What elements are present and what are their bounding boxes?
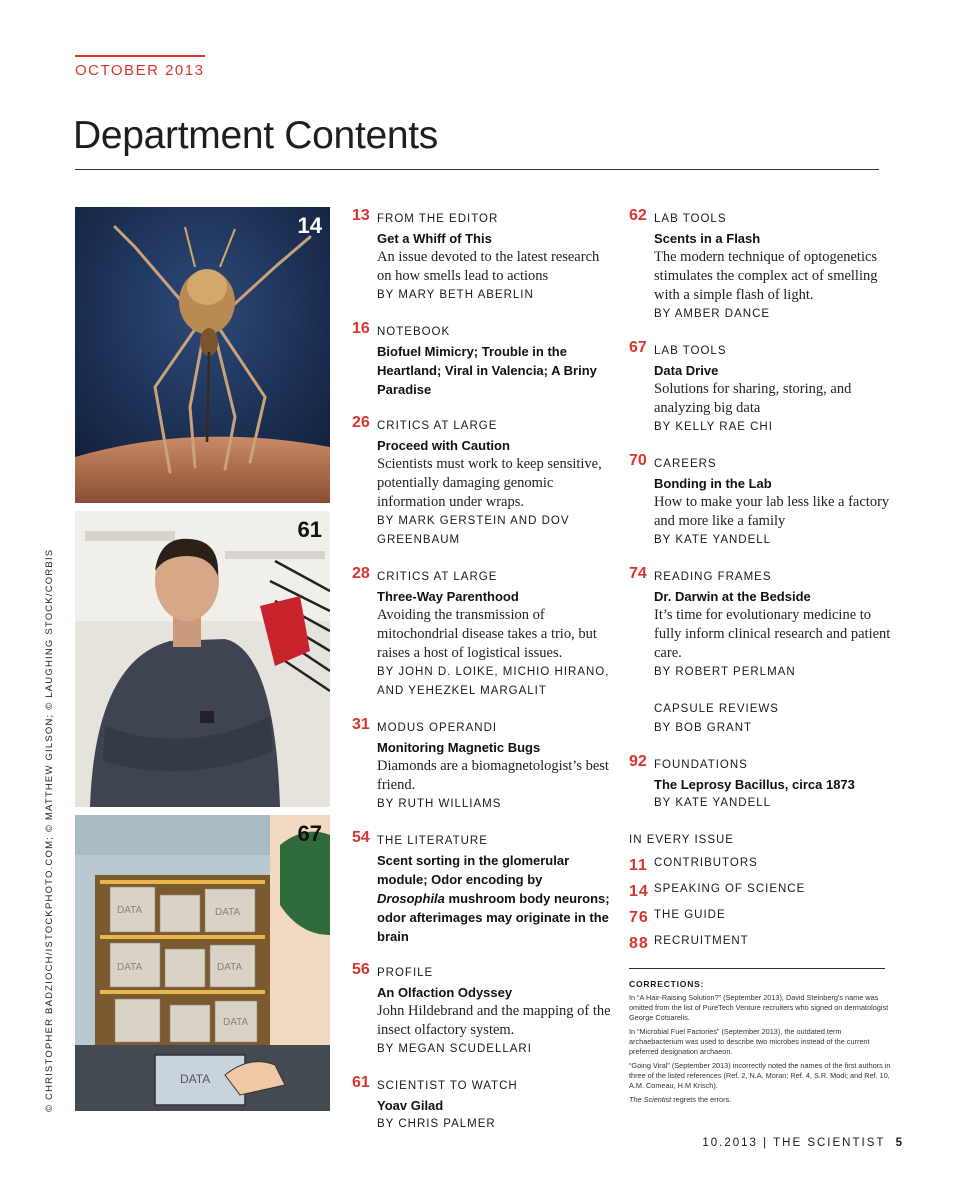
data-box-label: DATA bbox=[223, 1017, 249, 1028]
toc-page-number: 28 bbox=[352, 565, 370, 582]
magazine-name: The Scientist bbox=[629, 1095, 672, 1104]
closing-text: regrets the errors. bbox=[671, 1095, 732, 1104]
toc-headline: The Leprosy Bacillus, circa 1873 bbox=[654, 777, 855, 792]
toc-entry[interactable] bbox=[352, 414, 612, 550]
toc-headline: Three-Way Parenthood bbox=[377, 589, 519, 604]
photo-page-number: 14 bbox=[297, 213, 322, 238]
toc-page-number: 76 bbox=[629, 909, 649, 926]
headline-italic-part: Drosophila bbox=[377, 891, 445, 906]
correction-item: In “A Hair-Raising Solution?” (September 2013), David Steinberg’s name was omitted from the list of PureTech Venture recruiters who signed on dermatologist George Cotsarelis. bbox=[629, 993, 889, 1022]
mosquito-image bbox=[75, 207, 330, 503]
every-issue-item[interactable] bbox=[629, 928, 891, 954]
toc-deck: Scientists must work to keep sensitive, potentially damaging genomic information under wraps. bbox=[377, 456, 602, 510]
headline-part: Scent sorting in the glomerular module; Odor encoding by bbox=[377, 853, 570, 887]
toc-deck: How to make your lab less like a factory and more like a family bbox=[654, 494, 890, 529]
data-box-label: DATA bbox=[117, 905, 143, 916]
toc-headline: Scents in a Flash bbox=[654, 231, 761, 246]
toc-department: SCIENTIST TO WATCH bbox=[377, 1080, 518, 1092]
contents-column-right bbox=[629, 207, 891, 1109]
data-illustration[interactable] bbox=[75, 815, 330, 1111]
data-box-label: DATA bbox=[215, 907, 241, 918]
every-issue-label: CONTRIBUTORS bbox=[654, 857, 758, 869]
toc-entry[interactable] bbox=[352, 207, 612, 305]
toc-page-number: 74 bbox=[629, 565, 647, 582]
toc-headline: Dr. Darwin at the Bedside bbox=[654, 589, 811, 604]
toc-byline: BY MEGAN SCUDELLARI bbox=[377, 1043, 532, 1055]
toc-entry[interactable] bbox=[352, 565, 612, 701]
toc-deck: John Hildebrand and the mapping of the insect olfactory system. bbox=[377, 1003, 611, 1038]
toc-headline: Proceed with Caution bbox=[377, 438, 510, 453]
headline-part: mushroom body neurons; odor afterimages may originate in the brain bbox=[377, 891, 610, 944]
toc-headline: An Olfaction Odyssey bbox=[377, 985, 513, 1000]
data-box-label: DATA bbox=[117, 962, 143, 973]
correction-item: “Going Viral” (September 2013) incorrectly noted the names of the first authors in three of the listed references (Ref. 2, N.A. Moran; Ref. 4, S.R. Modi; and Ref. 10, A.M. Comeau, H.M Krisch). bbox=[629, 1061, 891, 1090]
toc-entry[interactable] bbox=[352, 320, 612, 399]
toc-page-number: 56 bbox=[352, 961, 370, 978]
toc-byline: BY ROBERT PERLMAN bbox=[654, 666, 796, 678]
toc-deck: Diamonds are a biomagnetologist’s best friend. bbox=[377, 758, 609, 793]
toc-byline: BY KATE YANDELL bbox=[654, 797, 772, 809]
toc-page-number: 11 bbox=[629, 857, 648, 874]
toc-headline: Bonding in the Lab bbox=[654, 476, 772, 491]
toc-department: NOTEBOOK bbox=[377, 326, 451, 338]
toc-page-number: 61 bbox=[352, 1074, 370, 1091]
toc-entry[interactable] bbox=[352, 716, 612, 814]
toc-entry[interactable] bbox=[629, 452, 891, 550]
toc-page-number: 54 bbox=[352, 829, 370, 846]
issue-date: OCTOBER 2013 bbox=[75, 62, 205, 79]
toc-byline: BY RUTH WILLIAMS bbox=[377, 798, 502, 810]
data-box-label: DATA bbox=[217, 962, 243, 973]
footer-separator: | bbox=[763, 1137, 769, 1149]
toc-headline: Biofuel Mimicry; Trouble in the Heartland; Viral in Valencia; A Briny Paradise bbox=[377, 344, 597, 397]
toc-entry[interactable] bbox=[629, 339, 891, 437]
toc-headline: Yoav Gilad bbox=[377, 1098, 444, 1113]
toc-byline: BY AMBER DANCE bbox=[654, 308, 771, 320]
header-accent-rule bbox=[75, 55, 205, 57]
toc-headline bbox=[377, 851, 612, 946]
toc-byline: BY KATE YANDELL bbox=[654, 534, 772, 546]
every-issue-label: THE GUIDE bbox=[654, 909, 726, 921]
every-issue-item[interactable] bbox=[629, 850, 891, 876]
toc-department: CRITICS AT LARGE bbox=[377, 571, 498, 583]
toc-page-number: 31 bbox=[352, 716, 370, 733]
toc-byline: BY CHRIS PALMER bbox=[377, 1118, 496, 1130]
footer-issue: 10.2013 bbox=[702, 1137, 758, 1149]
every-issue-label: SPEAKING OF SCIENCE bbox=[654, 883, 806, 895]
photo-page-number: 67 bbox=[297, 821, 322, 846]
toc-headline: Get a Whiff of This bbox=[377, 231, 492, 246]
every-issue-heading: IN EVERY ISSUE bbox=[629, 834, 734, 846]
toc-department: LAB TOOLS bbox=[654, 213, 727, 225]
toc-entry[interactable] bbox=[352, 961, 612, 1059]
toc-deck: An issue devoted to the latest research on how smells lead to actions bbox=[377, 249, 600, 284]
toc-byline: BY MARK GERSTEIN AND DOV GREENBAUM bbox=[377, 515, 570, 546]
toc-department: LAB TOOLS bbox=[654, 345, 727, 357]
toc-entry[interactable] bbox=[629, 565, 891, 682]
toc-deck: The modern technique of optogenetics stimulates the complex act of smelling with a simple flash of light. bbox=[654, 249, 878, 303]
toc-department: THE LITERATURE bbox=[377, 835, 488, 847]
toc-department: PROFILE bbox=[377, 967, 434, 979]
toc-headline: Monitoring Magnetic Bugs bbox=[377, 740, 541, 755]
scientist-portrait-image bbox=[75, 511, 330, 807]
toc-page-number: 70 bbox=[629, 452, 647, 469]
toc-department: CAREERS bbox=[654, 458, 717, 470]
corrections-divider bbox=[629, 968, 885, 969]
toc-page-number: 16 bbox=[352, 320, 370, 337]
toc-deck: It’s time for evolutionary medicine to fully inform clinical research and patient care. bbox=[654, 607, 891, 661]
toc-page-number: 67 bbox=[629, 339, 647, 356]
toc-byline: BY MARY BETH ABERLIN bbox=[377, 289, 534, 301]
toc-headline: Data Drive bbox=[654, 363, 719, 378]
toc-department: FROM THE EDITOR bbox=[377, 213, 499, 225]
toc-page-number: 92 bbox=[629, 753, 647, 770]
title-divider bbox=[75, 169, 879, 170]
toc-department: READING FRAMES bbox=[654, 571, 772, 583]
toc-department: FOUNDATIONS bbox=[654, 759, 748, 771]
toc-page-number: 14 bbox=[629, 883, 649, 900]
toc-byline: BY JOHN D. LOIKE, MICHIO HIRANO, AND YEHEZKEL MARGALIT bbox=[377, 666, 610, 697]
correction-item: In “Microbial Fuel Factories” (September 2013), the outdated term archaebacterium was used to describe two microbes instead of the current preferred designation archaeon. bbox=[629, 1027, 870, 1056]
toc-entry[interactable] bbox=[629, 207, 891, 324]
contents-column-left bbox=[352, 207, 612, 1134]
toc-department: CRITICS AT LARGE bbox=[377, 420, 498, 432]
corrections-section bbox=[629, 979, 891, 1105]
toc-page-number: 26 bbox=[352, 414, 370, 431]
toc-deck: Avoiding the transmission of mitochondrial disease takes a trio, but raises a host of logistical issues. bbox=[377, 607, 597, 661]
toc-byline: BY BOB GRANT bbox=[654, 722, 753, 734]
toc-page-number: 88 bbox=[629, 935, 649, 952]
footer-magazine: THE SCIENTIST bbox=[773, 1137, 886, 1149]
page-title: Department Contents bbox=[73, 114, 438, 157]
photo-credit: © CHRISTOPHER BADZIOCH/ISTOCKPHOTO.COM; © MATTHEW GILSON; © LAUGHING STOCK/CORBIS bbox=[44, 548, 55, 1112]
toc-department: CAPSULE REVIEWS bbox=[654, 703, 779, 715]
photo-page-number: 61 bbox=[297, 517, 322, 542]
toc-entry[interactable] bbox=[352, 1074, 612, 1134]
toc-byline: BY KELLY RAE CHI bbox=[654, 421, 773, 433]
mosquito-photo[interactable] bbox=[75, 207, 330, 503]
corrections-heading: CORRECTIONS: bbox=[629, 979, 705, 989]
toc-page-number: 62 bbox=[629, 207, 647, 224]
page-footer bbox=[702, 1137, 904, 1149]
toc-deck: Solutions for sharing, storing, and analyzing big data bbox=[654, 381, 852, 416]
toc-entry[interactable] bbox=[352, 829, 612, 946]
scientist-portrait-photo[interactable] bbox=[75, 511, 330, 807]
every-issue-section bbox=[629, 831, 891, 954]
every-issue-item[interactable] bbox=[629, 876, 891, 902]
toc-page-number: 13 bbox=[352, 207, 370, 224]
every-issue-item[interactable] bbox=[629, 902, 891, 928]
toc-department: MODUS OPERANDI bbox=[377, 722, 498, 734]
data-box-label: DATA bbox=[180, 1072, 211, 1086]
toc-entry[interactable] bbox=[629, 700, 891, 738]
correction-closing bbox=[629, 1095, 891, 1105]
toc-entry[interactable] bbox=[629, 753, 891, 813]
data-warehouse-image bbox=[75, 815, 330, 1111]
footer-page-number: 5 bbox=[895, 1137, 904, 1149]
every-issue-label: RECRUITMENT bbox=[654, 935, 749, 947]
